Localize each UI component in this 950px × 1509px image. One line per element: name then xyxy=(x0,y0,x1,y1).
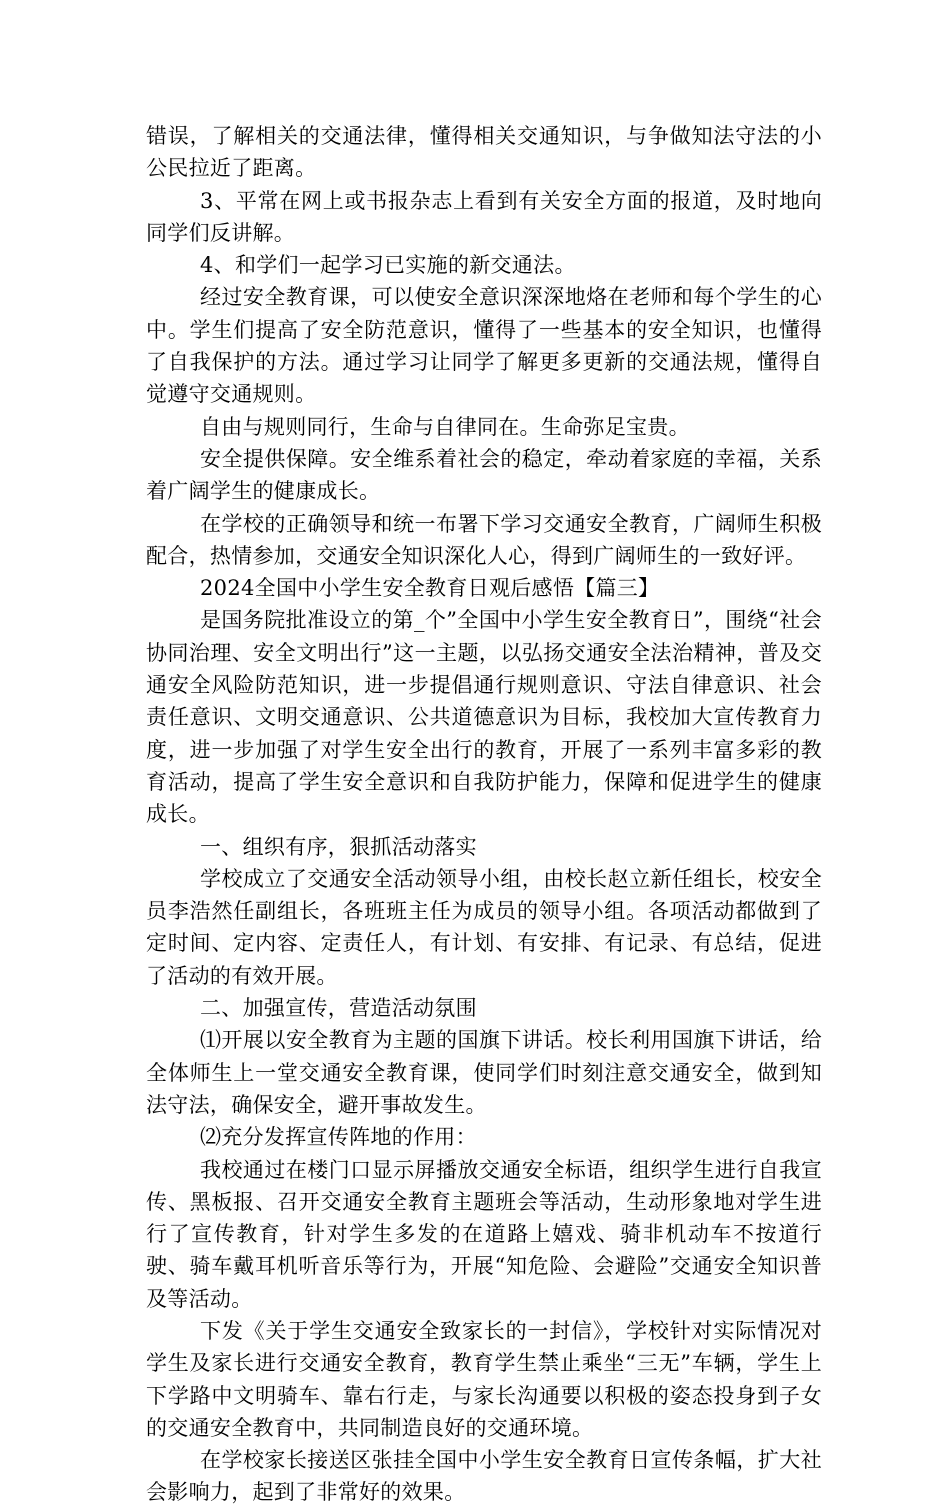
section-heading: 二、加强宣传，营造活动氛围 xyxy=(200,996,477,1021)
paragraph: 安全提供保障。安全维系着社会的稳定，牵动着家庭的幸福，关系着广阔学生的健康成长。 xyxy=(146,446,822,504)
paragraph: 在学校的正确领导和统一布署下学习交通安全教育，广阔师生积极配合，热情参加，交通安全知识深化人心，得到广阔师生的一致好评。 xyxy=(146,511,822,568)
section-title: 2024全国中小学生安全教育日观后感悟【篇三】 xyxy=(200,576,660,601)
paragraph: 经过安全教育课，可以使安全意识深深地烙在老师和每个学生的心中。学生们提高了安全防范意识，懂得了一些基本的安全知识，也懂得了自我保护的方法。通过学习让同学了解更多更新的交通法规，懂得自觉遵守交通规则。 xyxy=(146,285,822,407)
paragraph: ⑵充分发挥宣传阵地的作用： xyxy=(200,1125,477,1150)
paragraph: 在学校家长接送区张挂全国中小学生安全教育日宣传条幅，扩大社会影响力，起到了非常好的效果。 xyxy=(146,1448,822,1505)
paragraph: 错误，了解相关的交通法律，懂得相关交通知识，与争做知法守法的小公民拉近了距离。 xyxy=(146,124,822,181)
paragraph: 是国务院批准设立的第_个”全国中小学生安全教育日”，围绕“社会协同治理、安全文明出行”这一主题，以弘扬交通安全法治精神，普及交通安全风险防范知识，进一步提倡通行规则意识、守法自律意识、社会责任意识、文明交通意识、公共道德意识为目标，我校加大宣传教育力度，进一步加强了对学生安全出行的教育，开展了一系列丰富多彩的教育活动，提高了学生安全意识和自我防护能力，保障和促进学生的健康成长。 xyxy=(146,608,822,827)
paragraph: 自由与规则同行，生命与自律同在。生命弥足宝贵。 xyxy=(200,414,690,439)
paragraph: 下发《关于学生交通安全致家长的一封信》，学校针对实际情况对学生及家长进行交通安全教育，教育学生禁止乘坐“三无”车辆，学生上下学路中文明骑车、靠右行走，与家长沟通要以积极的姿态投身到子女的交通安全教育中，共同制造良好的交通环境。 xyxy=(146,1318,822,1440)
paragraph: ⑴开展以安全教育为主题的国旗下讲话。校长利用国旗下讲话，给全体师生上一堂交通安全教育课，使同学们时刻注意交通安全，做到知法守法，确保安全，避开事故发生。 xyxy=(146,1028,822,1117)
document-page xyxy=(146,120,822,1509)
paragraph: 学校成立了交通安全活动领导小组，由校长赵立新任组长，校安全员李浩然任副组长，各班班主任为成员的领导小组。各项活动都做到了定时间、定内容、定责任人，有计划、有安排、有记录、有总结，促进了活动的有效开展。 xyxy=(146,866,822,988)
paragraph: 我校通过在楼门口显示屏播放交通安全标语，组织学生进行自我宣传、黑板报、召开交通安全教育主题班会等活动，生动形象地对学生进行了宣传教育，针对学生多发的在道路上嬉戏、骑非机动车不按道行驶、骑车戴耳机听音乐等行为，开展“知危险、会避险”交通安全知识普及等活动。 xyxy=(146,1157,822,1311)
paragraph: 3、平常在网上或书报杂志上看到有关安全方面的报道，及时地向同学们反讲解。 xyxy=(146,188,822,245)
paragraph: 4、和学们一起学习已实施的新交通法。 xyxy=(200,253,576,278)
section-heading: 一、组织有序，狠抓活动落实 xyxy=(200,834,477,859)
